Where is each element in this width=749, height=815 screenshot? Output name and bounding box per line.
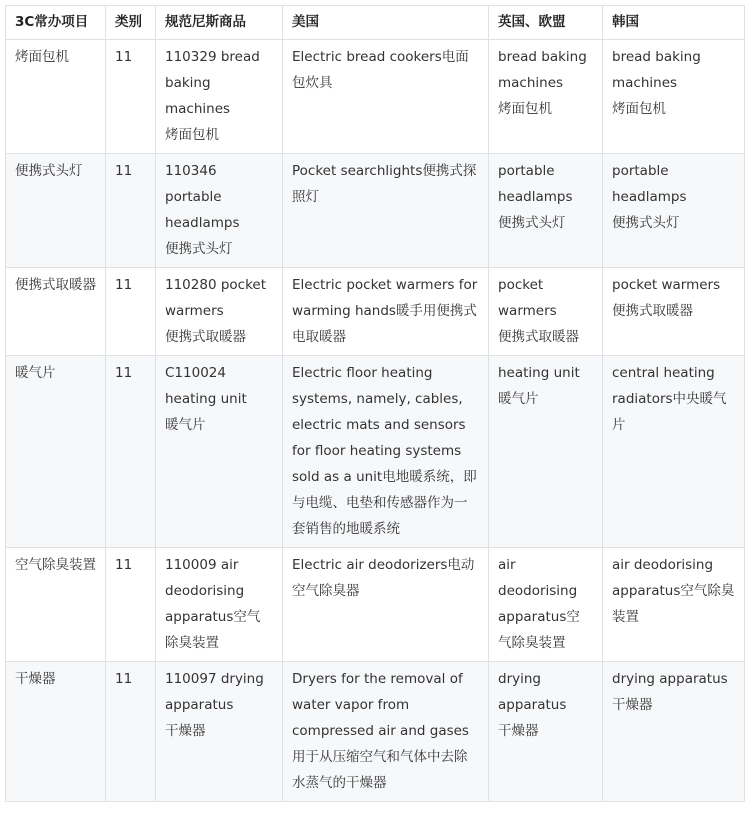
cell-nice-goods-line: C110024 heating unit [165,365,247,407]
cell-nice-goods [156,356,283,548]
cell-korea-line: 便携式取暖器 [612,303,693,319]
cell-korea-line: central heating radiators中央暖气片 [612,365,727,433]
cell-uk-eu-line: 暖气片 [498,391,539,407]
cell-nice-goods-line: 110009 air deodorising apparatus空气除臭装置 [165,557,261,651]
cell-korea [603,548,745,662]
cell-nice-goods-line: 干燥器 [165,723,206,739]
cell-class: 11 [106,154,156,268]
cell-nice-goods-line: 便携式取暖器 [165,329,246,345]
table-row [6,548,745,662]
cell-3c-item: 干燥器 [6,662,106,802]
cell-uk-eu-line: 便携式取暖器 [498,329,579,345]
cell-nice-goods [156,268,283,356]
cell-korea-line: 干燥器 [612,697,653,713]
cell-korea [603,268,745,356]
cell-us [283,154,489,268]
cell-nice-goods-line: 110280 pocket warmers [165,277,267,319]
table-header-row [6,6,745,40]
cell-us-line: Pocket searchlights便携式探照灯 [292,163,477,205]
cell-us [283,662,489,802]
cell-korea [603,662,745,802]
cell-korea-line: portable headlamps [612,163,687,205]
cell-nice-goods [156,662,283,802]
cell-korea [603,40,745,154]
cell-nice-goods [156,40,283,154]
table-row [6,662,745,802]
cell-uk-eu-line: pocket warmers [498,277,557,319]
table-row [6,40,745,154]
cell-class: 11 [106,40,156,154]
cell-class: 11 [106,548,156,662]
cell-3c-item: 暖气片 [6,356,106,548]
cell-us [283,268,489,356]
cell-us [283,40,489,154]
cell-nice-goods [156,548,283,662]
cell-uk-eu-line: heating unit [498,365,580,381]
cell-us-line: Electric air deodorizers电动空气除臭器 [292,557,475,599]
cell-us-line: Electric pocket warmers for warming hands暖手用便携式电取暖器 [292,277,478,345]
cell-korea-line: 便携式头灯 [612,215,680,231]
cell-uk-eu-line: 烤面包机 [498,101,552,117]
cell-3c-item: 便携式取暖器 [6,268,106,356]
cell-class: 11 [106,356,156,548]
cell-nice-goods-line: 110097 drying apparatus [165,671,264,713]
cell-nice-goods [156,154,283,268]
cell-us-line: Electric floor heating systems, namely, cables, electric mats and sensors for floor heating systems sold as a unit电地暖系统，即与电缆、电垫和传感器作为一套销售的地暖系统 [292,365,477,537]
cell-nice-goods-line: 110346 portable headlamps [165,163,240,231]
cell-uk-eu-line: bread baking machines [498,49,587,91]
header-us: 美国 [283,6,489,40]
cell-korea-line: 烤面包机 [612,101,666,117]
header-class: 类别 [106,6,156,40]
cell-korea-line: pocket warmers [612,277,721,293]
cell-class: 11 [106,662,156,802]
cell-uk-eu [489,154,603,268]
header-korea: 韩国 [603,6,745,40]
table-row [6,356,745,548]
cell-uk-eu-line: drying apparatus [498,671,567,713]
cell-nice-goods-line: 便携式头灯 [165,241,233,257]
cell-uk-eu [489,268,603,356]
cell-3c-item: 空气除臭装置 [6,548,106,662]
header-3c-item: 3C常办项目 [6,6,106,40]
cell-3c-item: 烤面包机 [6,40,106,154]
cell-us-line: Electric bread cookers电面包炊具 [292,49,469,91]
table-row [6,154,745,268]
table-body [6,40,745,802]
cell-uk-eu [489,548,603,662]
cell-uk-eu-line: air deodorising apparatus空气除臭装置 [498,557,580,651]
cell-us [283,356,489,548]
cell-us-line: Dryers for the removal of water vapor from compressed air and gases用于从压缩空气和气体中去除水蒸气的干燥器 [292,671,469,791]
header-uk-eu: 英国、欧盟 [489,6,603,40]
cell-uk-eu-line: 干燥器 [498,723,539,739]
cell-nice-goods-line: 暖气片 [165,417,206,433]
table-row [6,268,745,356]
cell-korea-line: air deodorising apparatus空气除臭装置 [612,557,735,625]
cell-korea-line: bread baking machines [612,49,701,91]
cell-nice-goods-line: 烤面包机 [165,127,219,143]
cell-korea [603,154,745,268]
cell-uk-eu-line: portable headlamps [498,163,573,205]
cell-class: 11 [106,268,156,356]
cell-korea [603,356,745,548]
cell-uk-eu-line: 便携式头灯 [498,215,566,231]
cell-uk-eu [489,356,603,548]
cell-uk-eu [489,662,603,802]
cell-3c-item: 便携式头灯 [6,154,106,268]
cell-us [283,548,489,662]
trademark-class-table [5,5,745,802]
cell-nice-goods-line: 110329 bread baking machines [165,49,260,117]
cell-korea-line: drying apparatus [612,671,728,687]
cell-uk-eu [489,40,603,154]
header-nice-goods: 规范尼斯商品 [156,6,283,40]
